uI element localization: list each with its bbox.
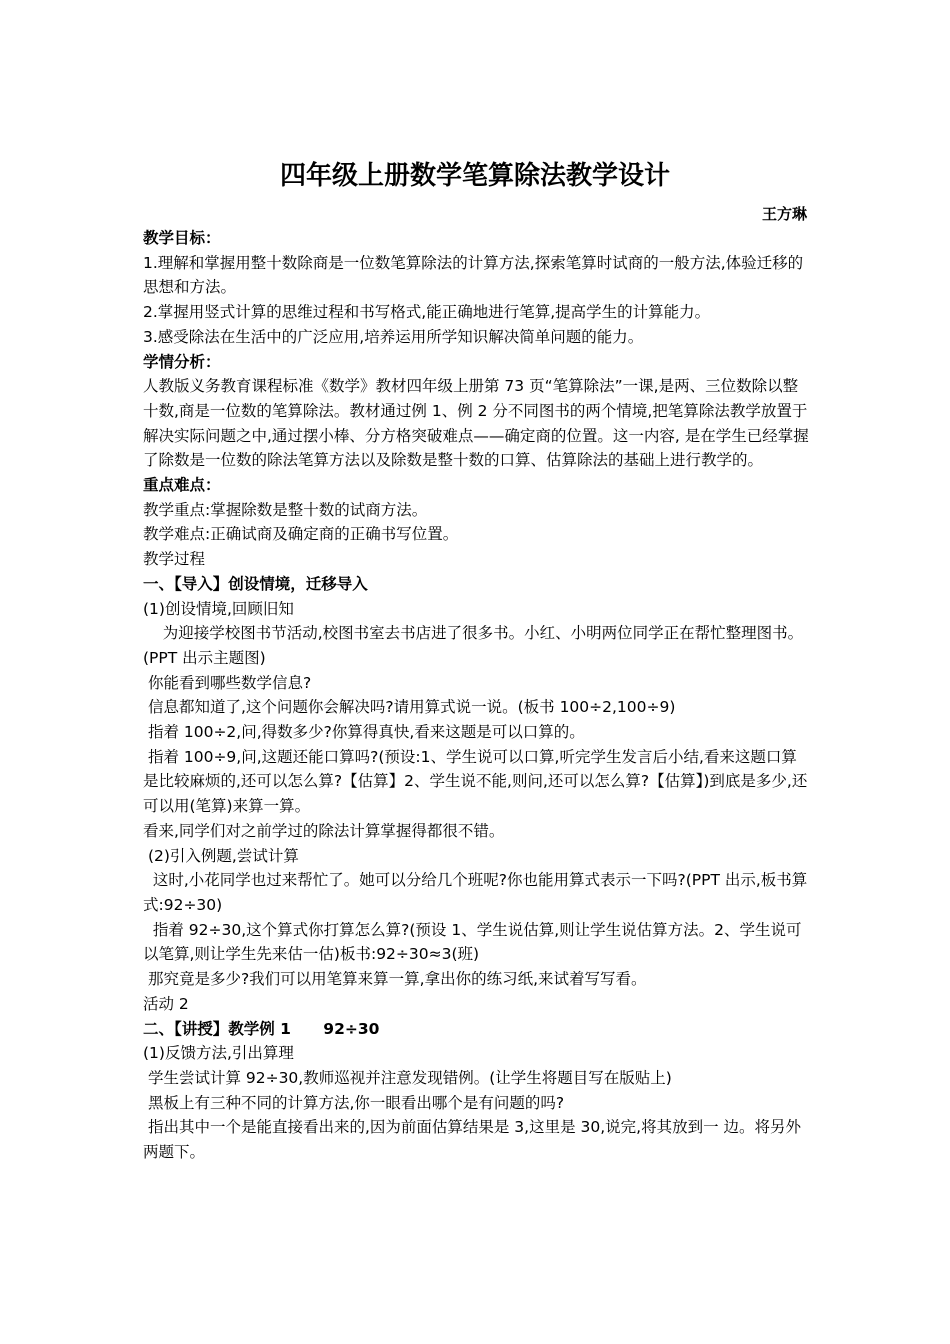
paragraph: 活动 2 (143, 994, 189, 1013)
paragraph: 人教版义务教育课程标准《数学》教材四年级上册第 73 页“笔算除法”一课,是两、三位数除以整十数,商是一位数的笔算除法。教材通过例 1、例 2 分不同图书的两个情境,把笔算除法教学放置于解决实际问题之中,通过摆小棒、分方格突破难点——确定商的位置。这一内容, 是在学生已经掌握了除数是一位数的除法笔算方法以及除数是整十数的口算、估算除法的基础上进行教学的。 (143, 377, 809, 470)
paragraph: 指出其中一个是能直接看出来的,因为前面估算结果是 3,这里是 30,说完,将其放到一 边。将另外两题下。 (143, 1118, 802, 1162)
paragraph: 为迎接学校图书节活动,校图书室去书店进了很多书。小红、小明两位同学正在帮忙整理图书。(PPT 出示主题图) (143, 624, 804, 667)
paragraph: (1)反馈方法,引出算理 (143, 1044, 294, 1063)
document-title: 四年级上册数学笔算除法教学设计 (279, 161, 670, 191)
paragraph: 教学重点:掌握除数是整十数的试商方法。 (143, 500, 428, 519)
document-body (143, 226, 811, 1165)
section-heading-lecture: 二、【讲授】教学例 1 92÷30 (143, 1019, 380, 1038)
section-heading-intro: 一、【导入】创设情境，迁移导入 (143, 574, 368, 593)
paragraph: (1)创设情境,回顾旧知 (143, 599, 294, 618)
paragraph: 3.感受除法在生活中的广泛应用,培养运用所学知识解决简单问题的能力。 (143, 327, 644, 346)
paragraph: 信息都知道了,这个问题你会解决吗?请用算式说一说。(板书 100÷2,100÷9) (143, 698, 676, 717)
paragraph: (2)引入例题,尝试计算 (143, 846, 299, 865)
paragraph: 1.理解和掌握用整十数除商是一位数笔算除法的计算方法,探索笔算时试商的一般方法,体验迁移的思想和方法。 (143, 253, 804, 297)
paragraph: 教学难点:正确试商及确定商的正确书写位置。 (143, 525, 459, 544)
section-heading-analysis: 学情分析： (143, 352, 221, 371)
paragraph: 2.掌握用竖式计算的思维过程和书写格式,能正确地进行笔算,提高学生的计算能力。 (143, 303, 711, 322)
paragraph: 你能看到哪些数学信息? (143, 673, 312, 692)
paragraph: 那究竟是多少?我们可以用笔算来算一算,拿出你的练习纸,来试着写写看。 (143, 970, 647, 989)
paragraph: 学生尝试计算 92÷30,教师巡视并注意发现错例。(让学生将题目写在版贴上) (143, 1068, 672, 1087)
paragraph: 看来,同学们对之前学过的除法计算掌握得都很不错。 (143, 821, 505, 840)
paragraph: 教学过程 (143, 550, 206, 569)
paragraph: 这时,小花同学也过来帮忙了。她可以分给几个班呢?你也能用算式表示一下吗?(PPT 出示,板书算式:92÷30) (143, 871, 808, 914)
paragraph: 指着 100÷9,问,这题还能口算吗?(预设:1、学生说可以口算,听完学生发言后小结,看来这题口算是比较麻烦的,还可以怎么算?【估算】2、学生说不能,则问,还可以怎么算?【估算】)到底是多少,还可以用(笔算)来算一算。 (143, 747, 808, 816)
paragraph: 黑板上有三种不同的计算方法,你一眼看出哪个是有问题的吗? (143, 1093, 565, 1112)
author-name: 王方琳 (761, 205, 807, 223)
section-heading-objectives: 教学目标： (143, 229, 221, 247)
paragraph: 指着 92÷30,这个算式你打算怎么算?(预设 1、学生说估算,则让学生说估算方法。2、学生说可以笔算,则让学生先来估一估)板书:92÷30≈3(班) (143, 920, 802, 964)
section-heading-key-points: 重点难点： (143, 476, 221, 495)
paragraph: 指着 100÷2,问,得数多少?你算得真快,看来这题是可以口算的。 (143, 723, 585, 742)
